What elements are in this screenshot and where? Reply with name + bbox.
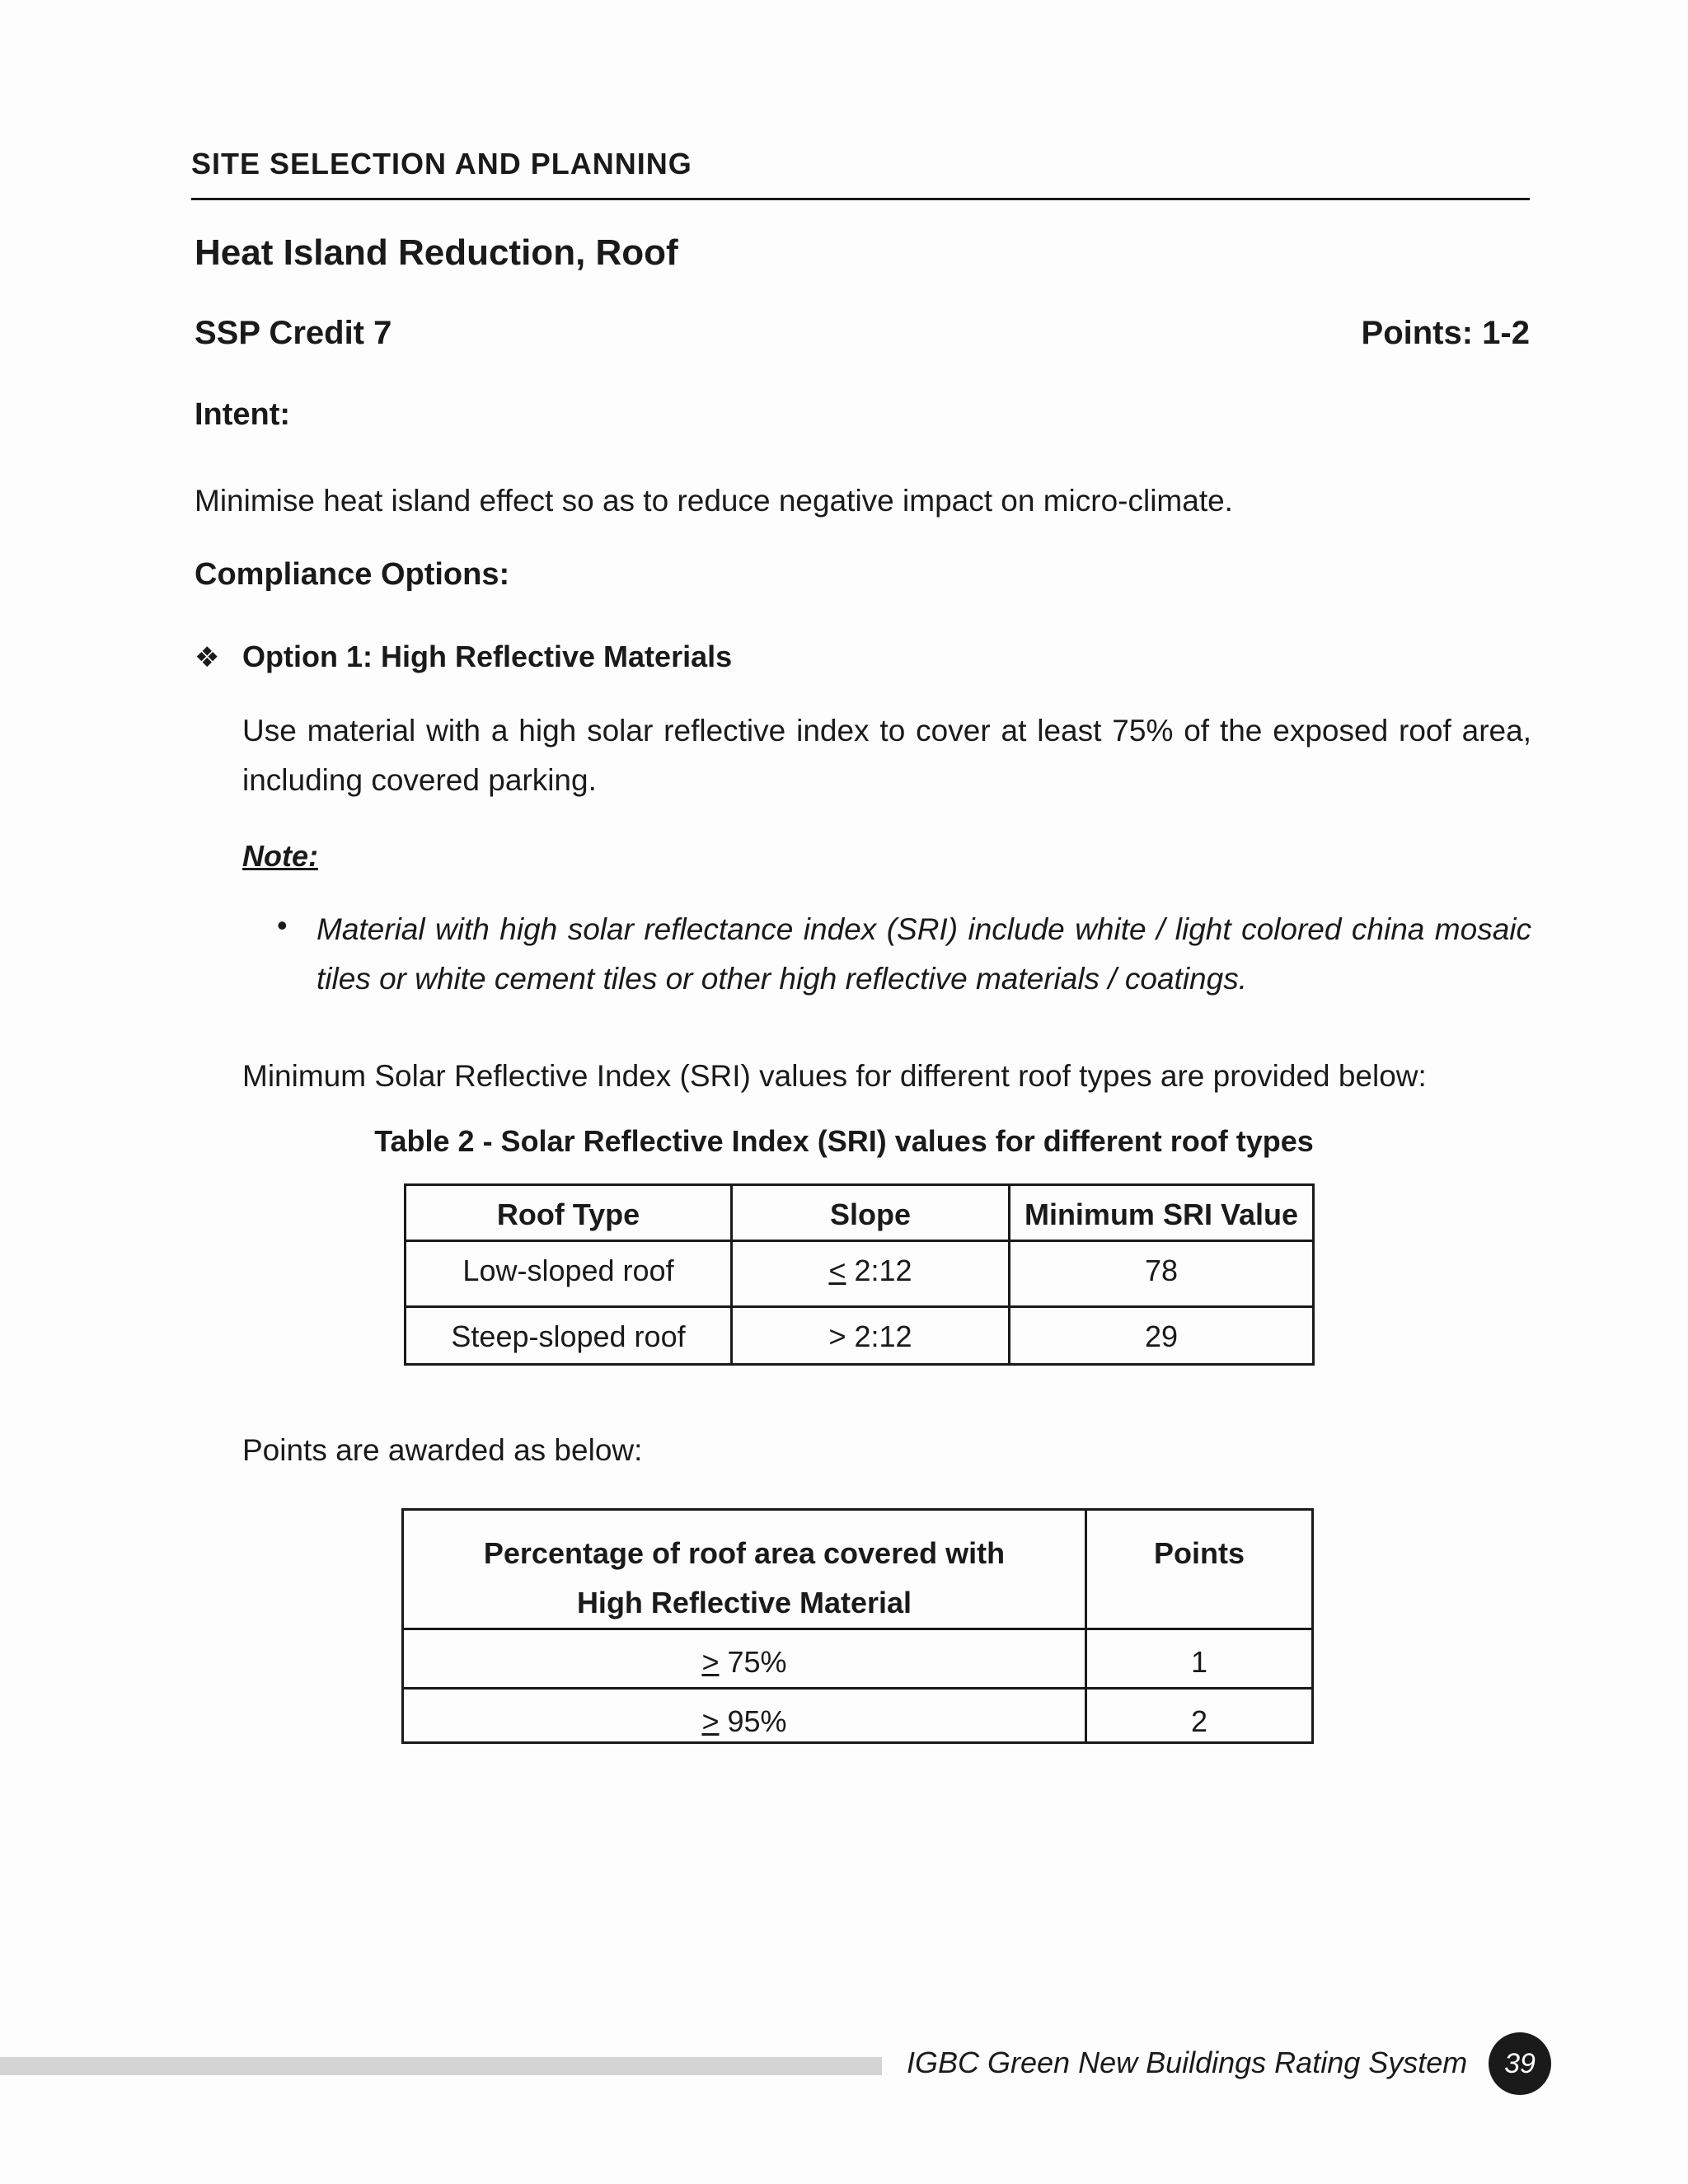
- header-roof-type: Roof Type: [406, 1185, 732, 1241]
- table-header-row: [403, 1510, 1313, 1629]
- cell-roof-type: Low-sloped roof: [406, 1241, 732, 1307]
- points-table: [401, 1508, 1314, 1744]
- points-intro-text: Points are awarded as below:: [242, 1433, 643, 1467]
- slope-value: 2:12: [846, 1254, 912, 1287]
- table-row: [406, 1241, 1314, 1307]
- pct-symbol: >: [701, 1704, 720, 1738]
- table-header-row: [406, 1185, 1314, 1241]
- header-percentage: [403, 1510, 1086, 1629]
- note-bullet-icon: •: [277, 908, 288, 942]
- header-rule: [191, 198, 1530, 200]
- slope-symbol: <: [828, 1254, 846, 1287]
- credit-label: SSP Credit 7: [195, 315, 392, 351]
- page-number: 39: [1489, 2032, 1551, 2095]
- pct-value: 75%: [719, 1645, 787, 1679]
- footer-bar: [0, 2057, 882, 2075]
- cell-slope: [732, 1241, 1010, 1307]
- header-min-sri: Minimum SRI Value: [1010, 1185, 1314, 1241]
- header-percentage-line1: Percentage of roof area covered with: [483, 1536, 1006, 1570]
- pct-symbol: >: [701, 1645, 720, 1679]
- cell-sri: 29: [1010, 1307, 1314, 1365]
- cell-percentage: [403, 1629, 1086, 1689]
- table-row: [403, 1689, 1313, 1743]
- footer-title: IGBC Green New Buildings Rating System: [907, 2046, 1468, 2079]
- credit-points: Points: 1-2: [1361, 315, 1530, 351]
- compliance-heading: Compliance Options:: [195, 557, 510, 592]
- intent-heading: Intent:: [195, 397, 291, 432]
- cell-percentage: [403, 1689, 1086, 1743]
- cell-points: 2: [1086, 1689, 1313, 1743]
- table-caption: Table 2 - Solar Reflective Index (SRI) values for different roof types: [374, 1124, 1314, 1158]
- cell-points: 1: [1086, 1629, 1313, 1689]
- cell-sri: 78: [1010, 1241, 1314, 1307]
- table-row: [403, 1629, 1313, 1689]
- cell-slope: [732, 1307, 1010, 1365]
- slope-symbol: >: [828, 1319, 846, 1353]
- header-slope: Slope: [732, 1185, 1010, 1241]
- sri-table: [404, 1183, 1315, 1366]
- header-percentage-line2: High Reflective Material: [576, 1586, 912, 1619]
- diamond-bullet-icon: ❖: [195, 642, 220, 673]
- table-row: [406, 1307, 1314, 1365]
- pct-value: 95%: [719, 1704, 787, 1738]
- note-heading: Note:: [242, 839, 318, 873]
- section-header: SITE SELECTION AND PLANNING: [191, 147, 692, 180]
- slope-value: 2:12: [846, 1319, 912, 1353]
- cell-roof-type: Steep-sloped roof: [406, 1307, 732, 1365]
- note-text: Material with high solar reflectance index (SRI) include white / light colored china mosaic tiles or white cement tiles or other high reflective materials / coatings.: [316, 912, 1531, 996]
- header-points: Points: [1086, 1510, 1313, 1629]
- option1-text: Use material with a high solar reflective index to cover at least 75% of the exposed roof area, including covered parking.: [242, 714, 1531, 797]
- intent-text: Minimise heat island effect so as to reduce negative impact on micro-climate.: [195, 484, 1233, 518]
- sri-intro-text: Minimum Solar Reflective Index (SRI) values for different roof types are provided below:: [242, 1059, 1427, 1093]
- page-title: Heat Island Reduction, Roof: [195, 232, 678, 273]
- option1-label: Option 1: High Reflective Materials: [242, 640, 733, 673]
